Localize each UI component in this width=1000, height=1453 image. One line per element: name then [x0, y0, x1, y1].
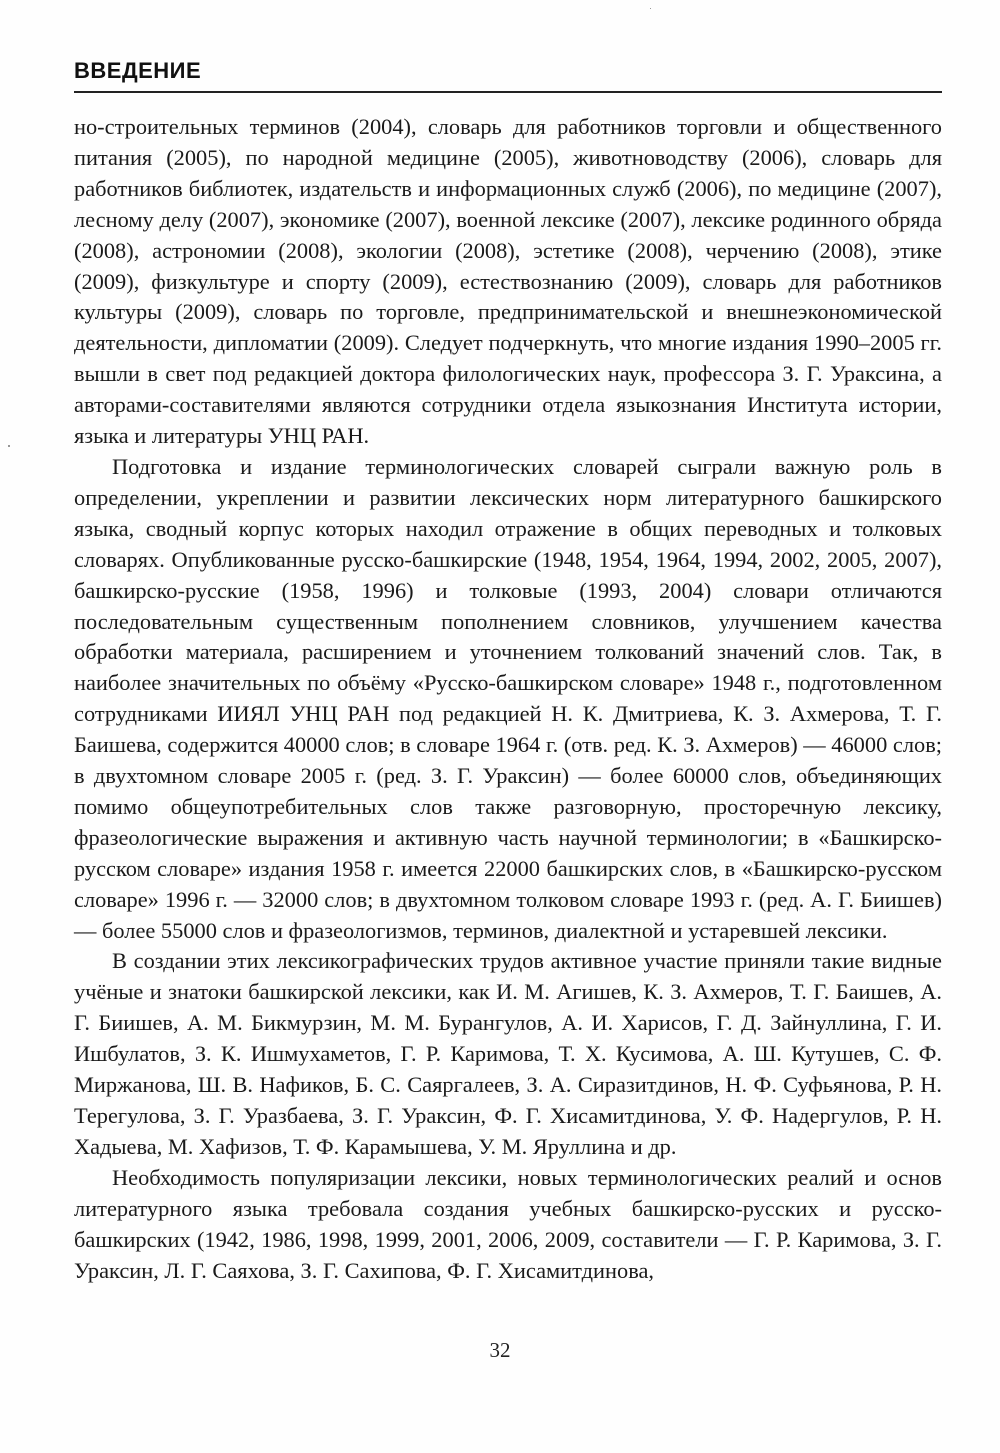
- body-text: [74, 112, 942, 1286]
- paragraph: Необходимость популяризации лексики, новых терминологических реалий и основ литературного языка требовала создания учебных башкирско-русских и русско-башкирских (1942, 1986, 1998, 1999, 2001, 2006, 2009, составители — Г. Р. Каримова, З. Г. Ураксин, Л. Г. Саяхова, З. Г. Сахипова, Ф. Г. Хисамитдинова,: [74, 1164, 942, 1283]
- paragraph: В создании этих лексикографических трудов активное участие приняли такие видные учёные и знатоки башкирской лексики, как И. М. Агишев, К. З. Ахмеров, Т. Г. Баишев, А. Г. Биишев, А. М. Бикмурзин, М. М. Бурангулов, А. И. Харисов, Г. Д. Зайнуллина, Г. И. Ишбулатов, З. К. Ишмухаметов, Г. Р. Каримова, Т. Х. Кусимова, А. Ш. Кутушев, С. Ф. Миржанова, Ш. В. Нафиков, Б. С. Саяргалеев, З. А. Сиразитдинов, Н. Ф. Суфьянова, Р. Н. Терегулова, З. Г. Уразбаева, З. Г. Ураксин, Ф. Г. Хисамитдинова, У. Ф. Надергулов, Р. Н. Хадыева, М. Хафизов, Т. Ф. Карамышева, У. М. Яруллина и др.: [74, 948, 942, 1159]
- paragraph: Подготовка и издание терминологических словарей сыграли важную роль в определении, укреплении и развитии лексических норм литературного башкирского языка, сводный корпус которых находил отражение в общих переводных и толковых словарях. Опубликованные русско-башкирские (1948, 1954, 1964, 1994, 2002, 2005, 2007), башкирско-русские (1958, 1996) и толковые (1993, 2004) словари отличаются последовательным существенным пополнением словников, улучшением качества обработки материала, расширением и уточнением толкований значений слов. Так, в наиболее значительных по объёму «Русско-башкирском словаре» 1948 г., подготовленном сотрудниками ИИЯЛ УНЦ РАН под редакцией Н. К. Дмитриева, К. З. Ахмерова, Т. Г. Баишева, содержится 40000 слов; в словаре 1964 г. (отв. ред. К. З. Ахмеров) — 46000 слов; в двухтомном словаре 2005 г. (ред. З. Г. Ураксин) — более 60000 слов, объединяющих помимо общеупотребительных слов также разговорную, просторечную лексику, фразеологические выражения и активную часть научной терминологии; в «Башкирско-русском словаре» издания 1958 г. имеется 22000 башкирских слов, в «Башкирско-русском словаре» 1996 г. — 32000 слов; в двухтомном толковом словаре 1993 г. (ред. А. Г. Биишев) — более 55000 слов и фразеологизмов, терминов, диалектной и устаревшей лексики.: [74, 453, 942, 943]
- scan-speck: [650, 8, 651, 9]
- running-head: ВВЕДЕНИЕ: [74, 58, 202, 83]
- paragraph-continued: но-строительных терминов (2004), словарь для работников торговли и общественного питания (2005), по народной медицине (2005), животноводству (2006), словарь для работников библиотек, издательств и информационных служб (2006), по медицине (2007), лесному делу (2007), экономике (2007), военной лексике (2007), лексике родинного обряда (2008), астрономии (2008), экологии (2008), эстетике (2008), черчению (2008), этике (2009), физкультуре и спорту (2009), естествознанию (2009), словарь для работников культуры (2009), словарь по торговле, предпринимательской и внешнеэкономической деятельности, дипломатии (2009). Следует подчеркнуть, что многие издания 1990–2005 гг. вышли в свет под редакцией доктора филологических наук, профессора З. Г. Ураксина, а авторами-составителями являются сотрудники отдела языкознания Института истории, языка и литературы УНЦ РАН.: [74, 114, 942, 449]
- page-number: 32: [489, 1338, 511, 1362]
- scan-speck: [8, 445, 10, 447]
- header-rule: [74, 91, 942, 93]
